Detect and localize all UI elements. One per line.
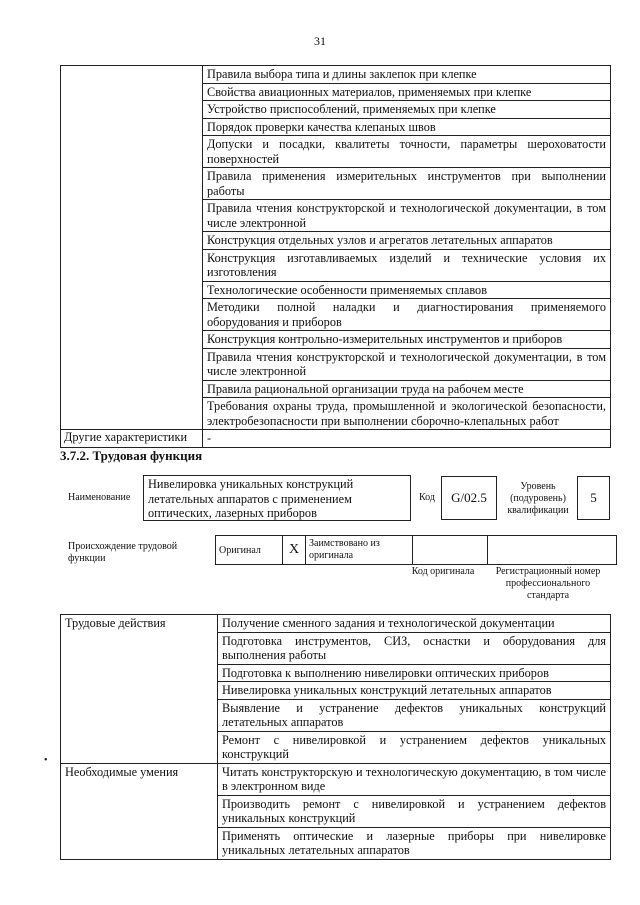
list-item: Методики полной наладки и диагностирования применяемого оборудования и приборов <box>203 299 611 331</box>
table-row <box>61 430 611 448</box>
list-item: Правила применения измерительных инструментов при выполнении работы <box>203 168 611 200</box>
list-item: Правила рациональной организации труда на рабочем месте <box>203 380 611 398</box>
table-row <box>61 66 611 84</box>
knowledge-label-cell <box>61 66 203 430</box>
table-row <box>61 615 611 633</box>
list-item: Применять оптические и лазерные приборы при нивелировке уникальных летательных аппаратов <box>218 827 611 859</box>
qualification-level: 5 <box>577 476 610 520</box>
origin-label: Происхождение трудовой функции <box>68 541 178 564</box>
function-table <box>60 614 611 860</box>
list-item: Конструкция контрольно-измерительных инструментов и приборов <box>203 331 611 349</box>
code-label: Код <box>419 492 435 503</box>
registration-number-cell <box>488 536 617 565</box>
list-item: Технологические особенности применяемых сплавов <box>203 281 611 299</box>
list-item: Производить ремонт с нивелировкой и устранением дефектов уникальных конструкций <box>218 795 611 827</box>
level-label: Уровень (подуровень) квалификации <box>507 481 569 516</box>
list-item: Допуски и посадки, квалитеты точности, параметры шероховатости поверхностей <box>203 136 611 168</box>
function-name: Нивелировка уникальных конструкций летательных аппаратов с применением оптических, лазерных приборов <box>143 475 411 521</box>
list-item: Нивелировка уникальных конструкций летательных аппаратов <box>218 682 611 700</box>
list-item: Получение сменного задания и технологической документации <box>218 615 611 633</box>
list-item: Конструкция изготавливаемых изделий и технические условия их изготовления <box>203 249 611 281</box>
list-item: Правила чтения конструкторской и технологической документации, в том числе электронной <box>203 348 611 380</box>
list-item: Конструкция отдельных узлов и агрегатов летательных аппаратов <box>203 232 611 250</box>
list-item: Правила выбора типа и длины заклепок при клепке <box>203 66 611 84</box>
table-row <box>61 763 611 795</box>
origin-table <box>215 535 617 565</box>
list-item: Подготовка к выполнению нивелировки оптических приборов <box>218 664 611 682</box>
registration-caption: Регистрационный номер профессионального стандарта <box>495 566 601 601</box>
name-label: Наименование <box>68 492 131 503</box>
list-item: Читать конструкторскую и технологическую документацию, в том числе в электронном виде <box>218 763 611 795</box>
list-item: Правила чтения конструкторской и технологической документации, в том числе электронной <box>203 200 611 232</box>
original-mark: X <box>283 536 306 565</box>
labor-actions-label: Трудовые действия <box>61 615 218 764</box>
list-item: Подготовка инструментов, СИЗ, оснастки и оборудования для выполнения работы <box>218 632 611 664</box>
list-item: Ремонт с нивелировкой и устранением дефектов уникальных конструкций <box>218 731 611 763</box>
list-item: Свойства авиационных материалов, применяемых при клепке <box>203 83 611 101</box>
code-caption: Код оригинала <box>411 566 475 577</box>
original-label: Оригинал <box>216 536 283 565</box>
page-number: 31 <box>314 34 326 48</box>
list-item: Устройство приспособлений, применяемых при клепке <box>203 101 611 119</box>
knowledge-table <box>60 65 611 448</box>
other-characteristics-label: Другие характеристики <box>61 430 203 448</box>
list-item: Требования охраны труда, промышленной и экологической безопасности, электробезопасности при выполнении сборочно-клепальных работ <box>203 398 611 430</box>
side-mark: • <box>44 755 48 766</box>
other-characteristics-value: - <box>203 430 611 448</box>
borrowed-label: Заимствовано из оригинала <box>306 536 413 565</box>
required-skills-label: Необходимые умения <box>61 763 218 859</box>
list-item: Выявление и устранение дефектов уникальных конструкций летательных аппаратов <box>218 699 611 731</box>
original-code-cell <box>413 536 488 565</box>
list-item: Порядок проверки качества клепаных швов <box>203 118 611 136</box>
section-heading: 3.7.2. Трудовая функция <box>60 448 203 463</box>
function-code: G/02.5 <box>441 476 497 520</box>
